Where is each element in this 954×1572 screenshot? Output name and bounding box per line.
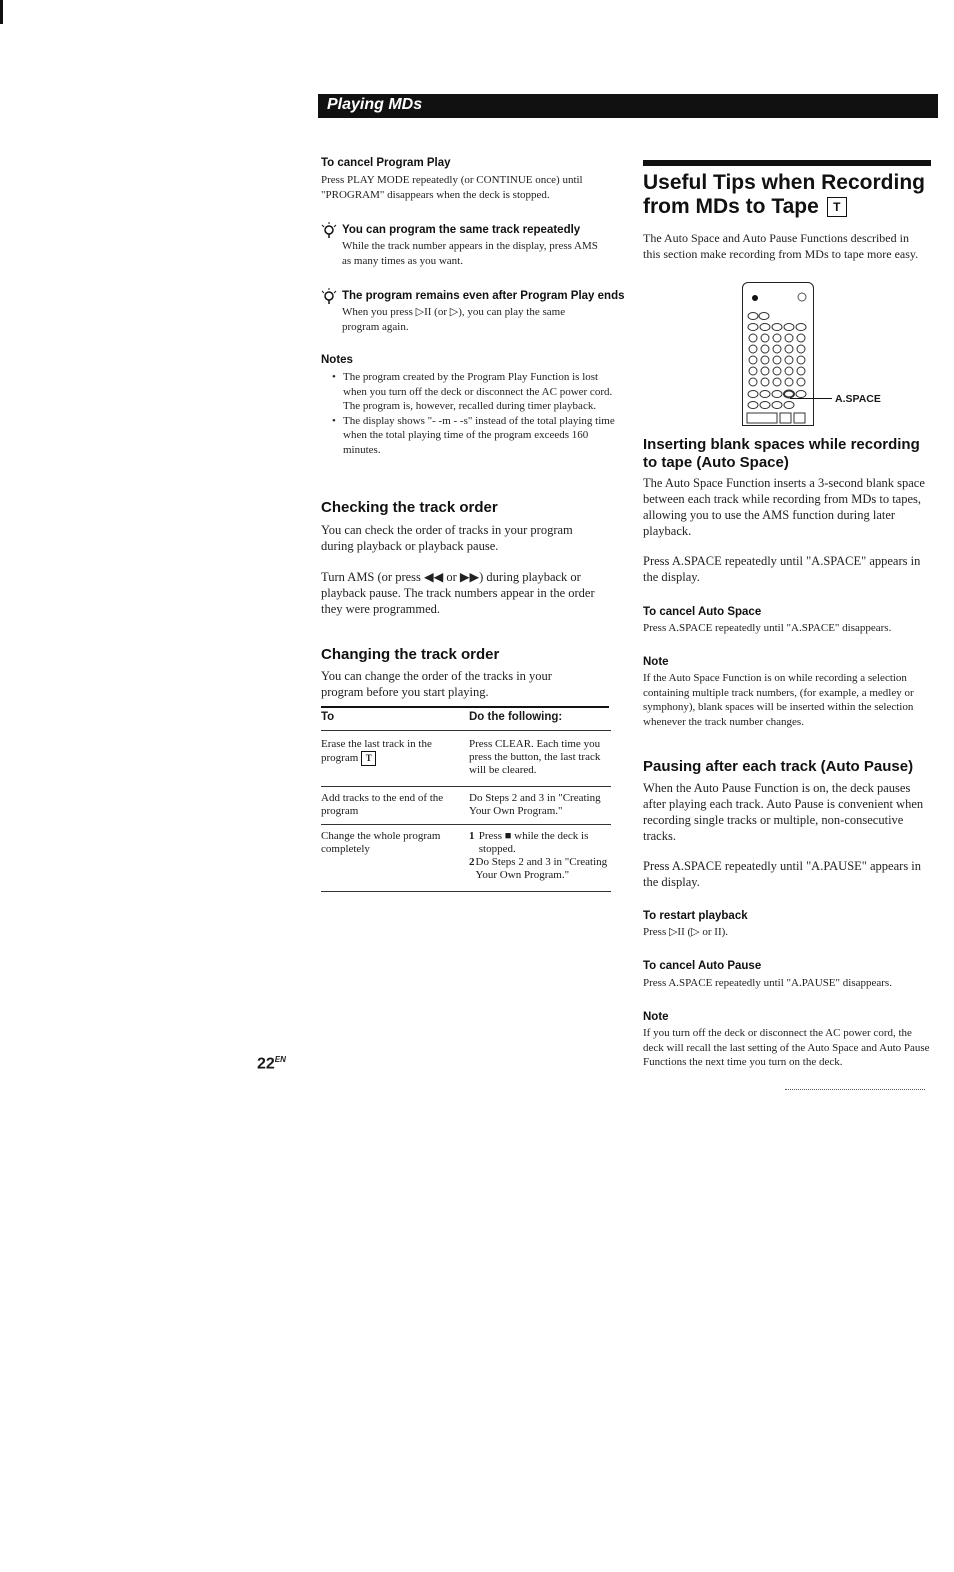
- table-cell: Erase the last track in the program: [321, 738, 432, 765]
- table-cell: Press CLEAR. Each time you press the button, the last track will be cleared.: [469, 731, 611, 787]
- remote-control-illustration: [742, 282, 814, 426]
- page-number: $22^{EN}$: [257, 1055, 286, 1073]
- tip1-body: While the track number appears in the display, press AMS as many times as you want.: [342, 240, 598, 267]
- track-order-table: [321, 708, 611, 892]
- step-number: 2: [469, 856, 475, 868]
- pausing-p2: Press A.SPACE repeatedly until "A.PAUSE" appears in the display.: [643, 859, 922, 889]
- note-item: • The program created by the Program Play Function is lost when you turn off the deck or disconnect the AC power cord. The program is, however, recalled during timer playback.: [343, 370, 618, 414]
- table-cell: Press ■ while the deck is stopped.: [478, 830, 589, 855]
- notes-heading: Notes: [321, 354, 353, 366]
- table-header-row: [321, 708, 611, 731]
- step-number: 1: [469, 830, 475, 842]
- table-row: [321, 731, 611, 787]
- table-cell: Change the whole program completely: [321, 825, 469, 892]
- note2-body: If you turn off the deck or disconnect the AC power cord, the deck will recall the last setting of the Auto Space and Auto Pause Functions the next time you turn on the deck.: [643, 1027, 930, 1068]
- bottom-dotted-rule: [785, 1089, 925, 1090]
- note1-heading: Note: [643, 656, 669, 668]
- table-cell: Do Steps 2 and 3 in "Creating Your Own Program.": [469, 787, 611, 825]
- cancel-space-heading: To cancel Auto Space: [643, 606, 762, 618]
- page-title: Useful Tips when Recording from MDs to Tape T: [643, 171, 925, 218]
- tip-bulb-icon: [321, 288, 337, 310]
- tip2-body: When you press ▷II (or ▷), you can play the same program again.: [342, 306, 566, 333]
- checking-p1: You can check the order of tracks in your program during playback or playback pause.: [321, 523, 573, 553]
- pausing-heading: Pausing after each track (Auto Pause): [643, 758, 914, 775]
- clock-mark-icon: T: [361, 751, 376, 766]
- remote-buttons-icon: [743, 283, 813, 425]
- clock-mark-icon: T: [827, 197, 847, 217]
- restart-heading: To restart playback: [643, 910, 748, 922]
- intro-text: The Auto Space and Auto Pause Functions described in this section make recording from MDs to tape more easy.: [643, 231, 919, 261]
- inserting-heading: Inserting blank spaces while recording to tape (Auto Space): [643, 436, 920, 471]
- tip2-heading: The program remains even after Program Play ends: [342, 290, 625, 302]
- note2-heading: Note: [643, 1011, 669, 1023]
- changing-p1: You can change the order of the tracks in your program before you start playing.: [321, 669, 552, 699]
- table-cell: Add tracks to the end of the program: [321, 787, 469, 825]
- table-row: [321, 825, 611, 892]
- inserting-p2: Press A.SPACE repeatedly until "A.SPACE" appears in the display.: [643, 554, 921, 584]
- tip-bulb-icon: [321, 222, 337, 244]
- table-row: [321, 787, 611, 825]
- table-cell: Do Steps 2 and 3 in "Creating Your Own Program.": [475, 856, 608, 881]
- checking-p2: Turn AMS (or press ◀◀ or ▶▶) during playback or playback pause. The track numbers appear in the order they were programmed.: [321, 570, 595, 616]
- checking-heading: Checking the track order: [321, 499, 498, 516]
- title-rule: [643, 160, 931, 166]
- cancel-program-heading: To cancel Program Play: [321, 157, 451, 169]
- cancel-pause-body: Press A.SPACE repeatedly until "A.PAUSE" disappears.: [643, 977, 892, 989]
- edge-mark: [0, 0, 3, 24]
- cancel-pause-heading: To cancel Auto Pause: [643, 960, 762, 972]
- table-col-to: To: [321, 711, 335, 723]
- cancel-space-body: Press A.SPACE repeatedly until "A.SPACE" disappears.: [643, 622, 892, 634]
- restart-body: Press ▷II (▷ or II).: [643, 926, 729, 938]
- tip1-heading: You can program the same track repeatedly: [342, 224, 581, 236]
- inserting-p1: The Auto Space Function inserts a 3-second blank space between each track while recording from MDs to tapes, allowing you to use the AMS function during later playback.: [643, 476, 925, 538]
- notes-list: [332, 370, 618, 457]
- remote-label-aspace: A.SPACE: [835, 393, 881, 405]
- callout-line: [790, 398, 832, 399]
- cancel-program-body: Press PLAY MODE repeatedly (or CONTINUE once) until "PROGRAM" disappears when the deck is stopped.: [321, 174, 583, 201]
- section-header-title: Playing MDs: [327, 96, 423, 113]
- note1-body: If the Auto Space Function is on while recording a selection containing multiple track numbers, (for example, a medley or symphony), blank spaces will be inserted within the selection whenever the track number changes.: [643, 672, 914, 728]
- table-col-do: Do the following:: [469, 711, 563, 723]
- changing-heading: Changing the track order: [321, 646, 500, 663]
- note-item: • The display shows "- -m - -s" instead of the total playing time when the total playing time of the program exceeds 160 minutes.: [343, 414, 618, 458]
- pausing-p1: When the Auto Pause Function is on, the deck pauses after playing each track. Auto Pause is convenient when recording single tracks or multiple, non-consecutive tracks.: [643, 781, 924, 843]
